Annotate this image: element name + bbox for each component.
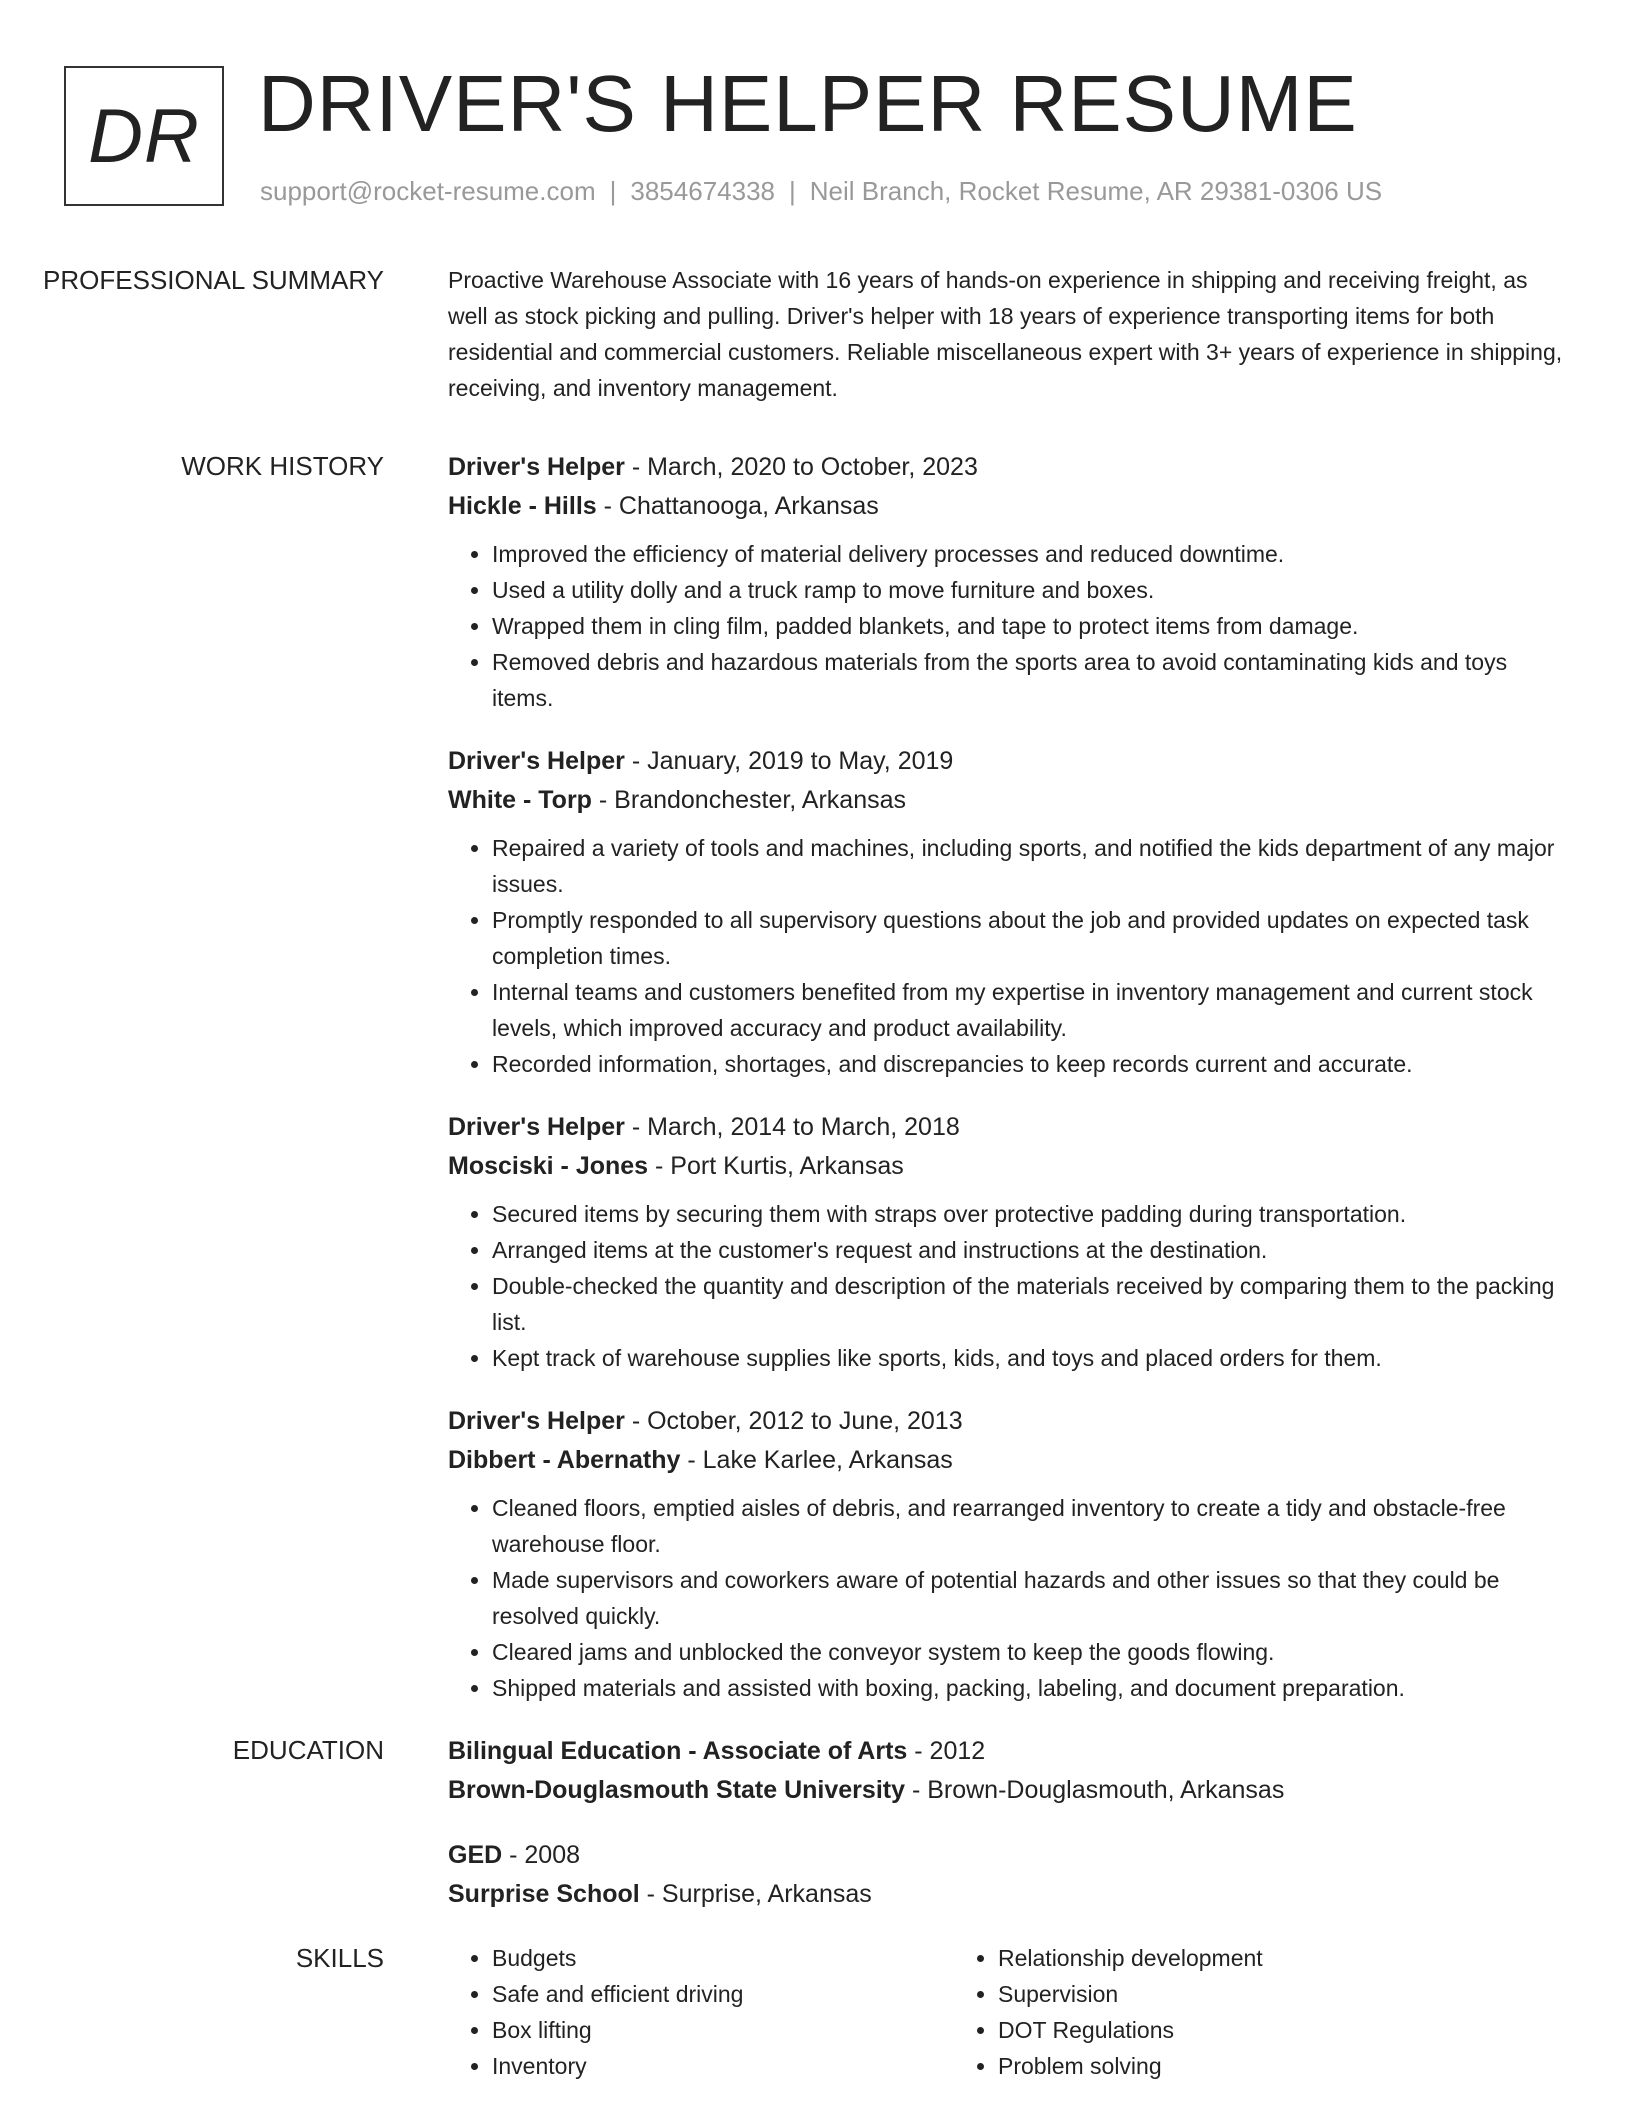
list-item: • Used a utility dolly and a truck ramp to move furniture and boxes. (492, 572, 1564, 608)
job-dates: - October, 2012 to June, 2013 (624, 1407, 963, 1435)
summary-text: Proactive Warehouse Associate with 16 years of hands-on experience in shipping and receiving freight, as well as stock picking and pulling. Driver's helper with 18 years of experience transporting items for both residential and commercial customers. Reliable miscellaneous expert with 3+ years of experience in shipping, receiving, and inventory management. (448, 267, 1563, 401)
edu-degree: GED (448, 1841, 503, 1869)
list-item: • Secured items by securing them with straps over protective padding during transportation. (492, 1196, 1564, 1232)
job-location: - Port Kurtis, Arkansas (648, 1152, 904, 1180)
job-location: - Lake Karlee, Arkansas (680, 1446, 953, 1474)
edu-location: - Surprise, Arkansas (639, 1880, 872, 1908)
contact-separator: | (789, 176, 796, 206)
section-title-skills: SKILLS (295, 1943, 384, 1973)
job-location: - Brandonchester, Arkansas (591, 786, 907, 814)
edu-year: - 2012 (907, 1737, 986, 1765)
list-item: • Repaired a variety of tools and machines, including sports, and notified the kids department of any major issues. (492, 830, 1564, 902)
list-item: • Double-checked the quantity and description of the materials received by comparing them to the packing list. (492, 1268, 1564, 1340)
job-entry (448, 1402, 1564, 1706)
list-item: • Cleaned floors, emptied aisles of debris, and rearranged inventory to create a tidy and obstacle-free warehouse floor. (492, 1490, 1564, 1562)
list-item: • Improved the efficiency of material delivery processes and reduced downtime. (492, 536, 1564, 572)
skill-item: • Budgets (492, 1940, 954, 1976)
contact-line (260, 176, 1382, 207)
job-dates: - March, 2020 to October, 2023 (624, 453, 978, 481)
job-bullets (448, 536, 1564, 716)
section-title-work: WORK HISTORY (181, 451, 384, 481)
job-company: Mosciski - Jones (448, 1152, 649, 1180)
job-role: Driver's Helper (448, 747, 625, 775)
job-role: Driver's Helper (448, 1407, 625, 1435)
contact-address: Neil Branch, Rocket Resume, AR 29381-0306 US (809, 176, 1383, 206)
resume-title: DRIVER'S HELPER RESUME (258, 59, 1358, 148)
job-company: Dibbert - Abernathy (448, 1446, 681, 1474)
job-role: Driver's Helper (448, 1113, 625, 1141)
job-bullets (448, 1196, 1564, 1376)
contact-phone[interactable]: 3854674338 (630, 176, 775, 206)
list-item: • Arranged items at the customer's request and instructions at the destination. (492, 1232, 1564, 1268)
contact-separator: | (609, 176, 617, 206)
initials-monogram: DR (64, 66, 224, 206)
resume-content (0, 262, 1632, 2084)
job-entry (448, 448, 1564, 716)
education-entry (448, 1836, 1564, 1914)
job-entry (448, 1108, 1564, 1376)
skill-item: • DOT Regulations (998, 2012, 1460, 2048)
job-dates: - March, 2014 to March, 2018 (624, 1113, 960, 1141)
job-company: Hickle - Hills (448, 492, 597, 520)
skills-list-left (448, 1940, 954, 2084)
job-entry (448, 742, 1564, 1082)
edu-location: - Brown-Douglasmouth, Arkansas (905, 1776, 1285, 1804)
contact-email[interactable]: support@rocket-resume.com (260, 176, 596, 206)
edu-school: Brown-Douglasmouth State University (448, 1776, 905, 1804)
skills-section (0, 1940, 1632, 2084)
job-company: White - Torp (448, 786, 592, 814)
skill-item: • Safe and efficient driving (492, 1976, 954, 2012)
skill-item: • Inventory (492, 2048, 954, 2084)
job-role: Driver's Helper (448, 453, 625, 481)
education-entry (448, 1732, 1564, 1810)
list-item: • Promptly responded to all supervisory questions about the job and provided updates on expected task completion times. (492, 902, 1564, 974)
skill-item: • Relationship development (998, 1940, 1460, 1976)
edu-year: - 2008 (502, 1841, 581, 1869)
list-item: • Internal teams and customers benefited from my expertise in inventory management and current stock levels, which improved accuracy and product availability. (492, 974, 1564, 1046)
job-bullets (448, 1490, 1564, 1706)
summary-section (0, 262, 1632, 406)
job-dates: - January, 2019 to May, 2019 (624, 747, 954, 775)
list-item: • Wrapped them in cling film, padded blankets, and tape to protect items from damage. (492, 608, 1564, 644)
education-section (0, 1732, 1632, 1940)
list-item: • Cleared jams and unblocked the conveyor system to keep the goods flowing. (492, 1634, 1564, 1670)
skill-item: • Box lifting (492, 2012, 954, 2048)
list-item: • Kept track of warehouse supplies like sports, kids, and toys and placed orders for them. (492, 1340, 1564, 1376)
work-history-section (0, 448, 1632, 1732)
section-title-summary: PROFESSIONAL SUMMARY (43, 265, 384, 295)
skill-item: • Supervision (998, 1976, 1460, 2012)
skills-list-right (954, 1940, 1460, 2084)
section-title-education: EDUCATION (232, 1735, 384, 1765)
list-item: • Recorded information, shortages, and discrepancies to keep records current and accurate. (492, 1046, 1564, 1082)
job-location: - Chattanooga, Arkansas (596, 492, 879, 520)
list-item: • Removed debris and hazardous materials from the sports area to avoid contaminating kids and toys items. (492, 644, 1564, 716)
edu-degree: Bilingual Education - Associate of Arts (448, 1737, 908, 1765)
skill-item: • Problem solving (998, 2048, 1460, 2084)
job-bullets (448, 830, 1564, 1082)
list-item: • Made supervisors and coworkers aware of potential hazards and other issues so that they could be resolved quickly. (492, 1562, 1564, 1634)
list-item: • Shipped materials and assisted with boxing, packing, labeling, and document preparation. (492, 1670, 1564, 1706)
edu-school: Surprise School (448, 1880, 640, 1908)
